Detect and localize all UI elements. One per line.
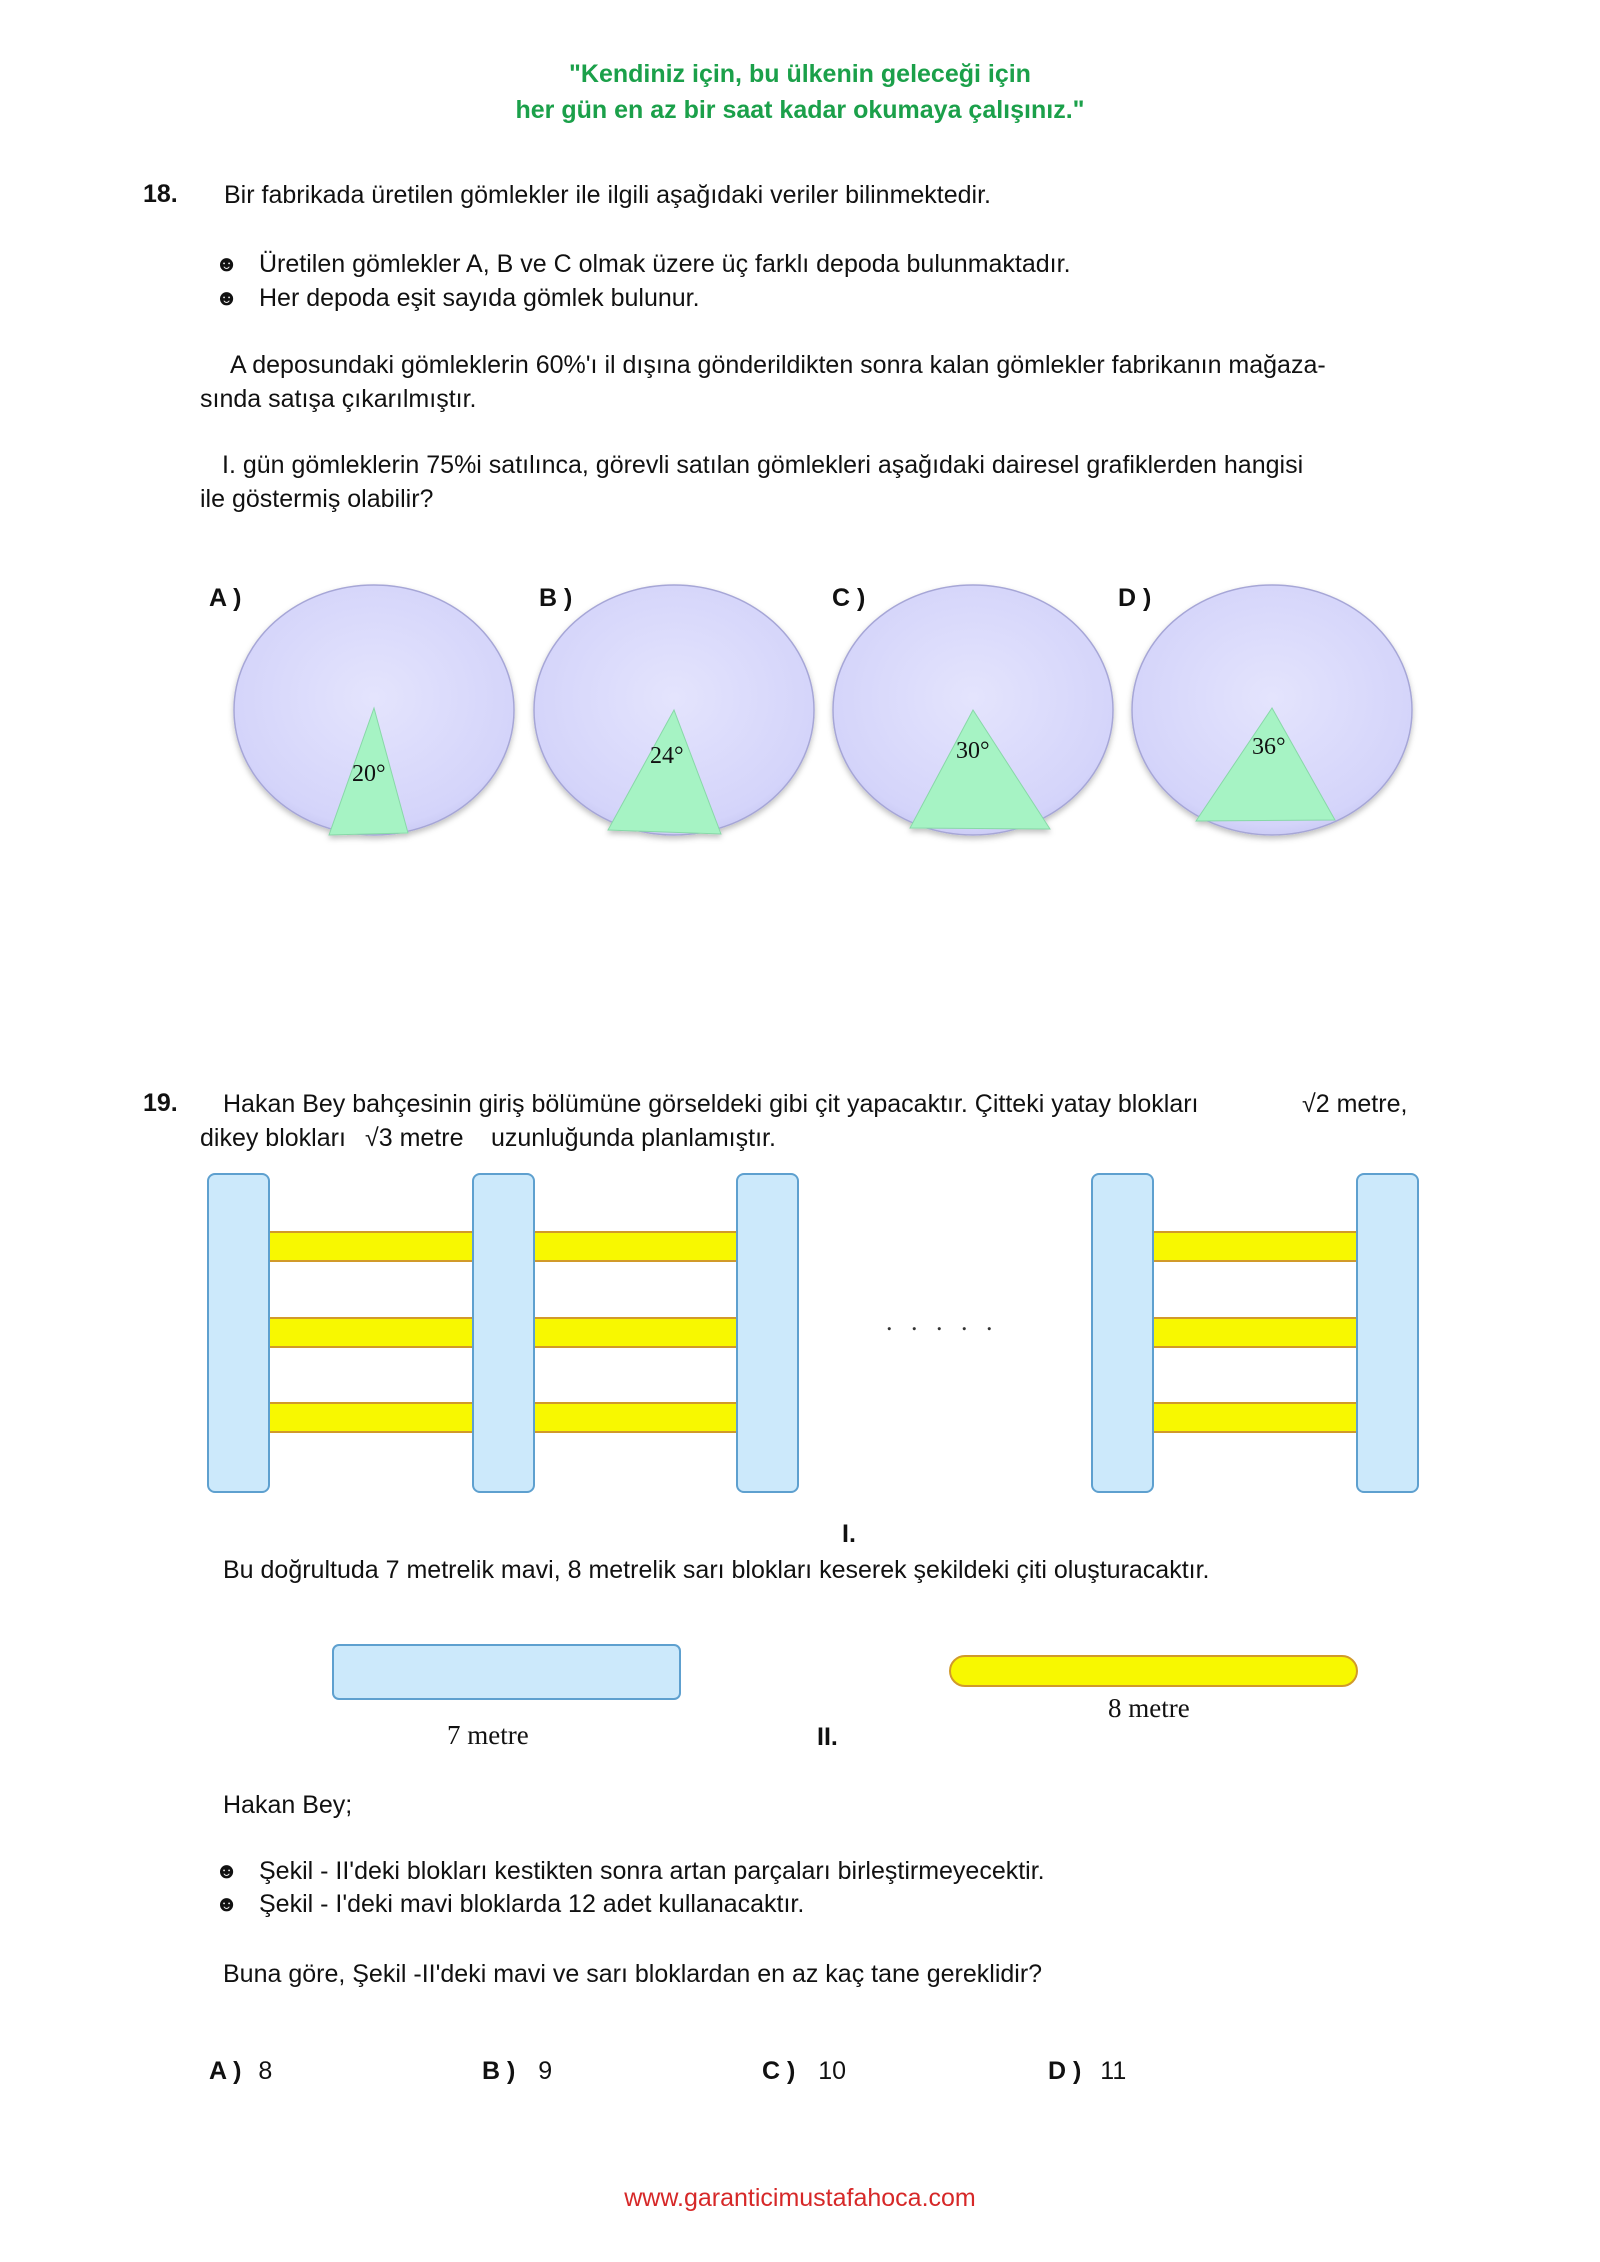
question-19-line1: Hakan Bey bahçesinin giriş bölümüne görseldeki gibi çit yapacaktır. Çitteki yatay blokları [223, 1090, 1199, 1118]
blocks-figure [0, 1630, 1600, 1710]
pie-angle-label-d: 36° [1252, 734, 1286, 760]
q19-option-b[interactable] [482, 2057, 552, 2086]
blue-block-7m [333, 1645, 680, 1699]
header-quote-line1: "Kendiniz için, bu ülkenin geleceği için [569, 60, 1031, 88]
yellow-block-label: 8 metre [1108, 1693, 1190, 1723]
yellow-horizontal-bars [268, 1232, 1357, 1432]
figure-1-label: I. [842, 1520, 856, 1548]
bullet-icon: ☻ [215, 1891, 239, 1916]
q19-option-d-value: 11 [1100, 2057, 1127, 2085]
question-18-bullet-2: Her depoda eşit sayıda gömlek bulunur. [259, 284, 700, 312]
option-c-label[interactable]: C ) [832, 584, 866, 612]
vertical-length: √3 metre [365, 1124, 464, 1152]
q19-option-d-label: D ) [1048, 2057, 1082, 2085]
question-18-bullet-1: Üretilen gömlekler A, B ve C olmak üzere üç farklı depoda bulunmaktadır. [259, 250, 1071, 278]
q19-option-a[interactable] [209, 2057, 272, 2086]
pie-charts [0, 570, 1600, 850]
bullet-icon: ☻ [215, 251, 239, 276]
figure-2-label: II. [817, 1723, 838, 1751]
pie-angle-label-b: 24° [650, 743, 684, 769]
q19-option-d[interactable] [1048, 2057, 1126, 2086]
fence-figure [0, 1160, 1600, 1510]
question-19-question: Buna göre, Şekil -II'deki mavi ve sarı bloklardan en az kaç tane gereklidir? [223, 1960, 1043, 1988]
header-quote-line2: her gün en az bir saat kadar okumaya çalışınız." [515, 96, 1085, 124]
q19-option-a-value: 8 [258, 2057, 273, 2085]
q19-option-b-label: B ) [482, 2057, 516, 2085]
yellow-block-8m [950, 1656, 1357, 1686]
question-18-intro: Bir fabrikada üretilen gömlekler ile ilgili aşağıdaki veriler bilinmektedir. [224, 181, 992, 209]
question-18-para2-line1: I. gün gömleklerin 75%i satılınca, görevli satılan gömlekleri aşağıdaki dairesel grafiklerden hangisi [222, 451, 1304, 479]
question-19-number: 19. [143, 1089, 178, 1117]
option-a-label[interactable]: A ) [209, 584, 242, 612]
question-18-para1-line2: sında satışa çıkarılmıştır. [200, 385, 477, 413]
pie-chart-b[interactable] [534, 585, 814, 835]
footer-url[interactable]: www.garanticimustafahoca.com [624, 2184, 976, 2212]
q19-option-c-value: 10 [818, 2057, 847, 2085]
q19-option-c-label: C ) [762, 2057, 796, 2085]
q19-option-c[interactable] [762, 2057, 846, 2086]
blue-block-label: 7 metre [447, 1720, 529, 1750]
question-19-line2-a: dikey blokları [200, 1124, 346, 1152]
bullet-icon: ☻ [215, 1858, 239, 1883]
q19-option-a-label: A ) [209, 2057, 242, 2085]
question-18-para2-line2: ile göstermiş olabilir? [200, 485, 434, 513]
bullet-icon: ☻ [215, 285, 239, 310]
pie-chart-a[interactable] [234, 585, 514, 835]
question-19-bullet-2: Şekil - I'deki mavi bloklarda 12 adet kullanacaktır. [259, 1890, 805, 1918]
question-19-intro2: Bu doğrultuda 7 metrelik mavi, 8 metrelik sarı blokları keserek şekildeki çiti oluşturacaktır. [223, 1556, 1210, 1584]
horizontal-length: √2 metre, [1302, 1090, 1408, 1118]
question-18-number: 18. [143, 180, 178, 208]
option-d-label[interactable]: D ) [1118, 584, 1152, 612]
pie-angle-label-c: 30° [956, 738, 990, 764]
q19-option-b-value: 9 [538, 2057, 553, 2085]
pie-chart-c[interactable] [833, 585, 1113, 835]
fence-continuation-dots: . . . . . [886, 1307, 999, 1336]
question-19-bullet-1: Şekil - II'deki blokları kestikten sonra artan parçaları birleştirmeyecektir. [259, 1857, 1045, 1885]
pie-chart-d[interactable] [1132, 585, 1412, 835]
question-18-para1-line1: A deposundaki gömleklerin 60%'ı il dışına gönderildikten sonra kalan gömlekler fabrikanın mağaza- [230, 351, 1326, 379]
question-19-hakan: Hakan Bey; [223, 1791, 353, 1819]
question-19-line2-b: uzunluğunda planlamıştır. [491, 1124, 776, 1152]
option-b-label[interactable]: B ) [539, 584, 573, 612]
pie-angle-label-a: 20° [352, 761, 386, 787]
